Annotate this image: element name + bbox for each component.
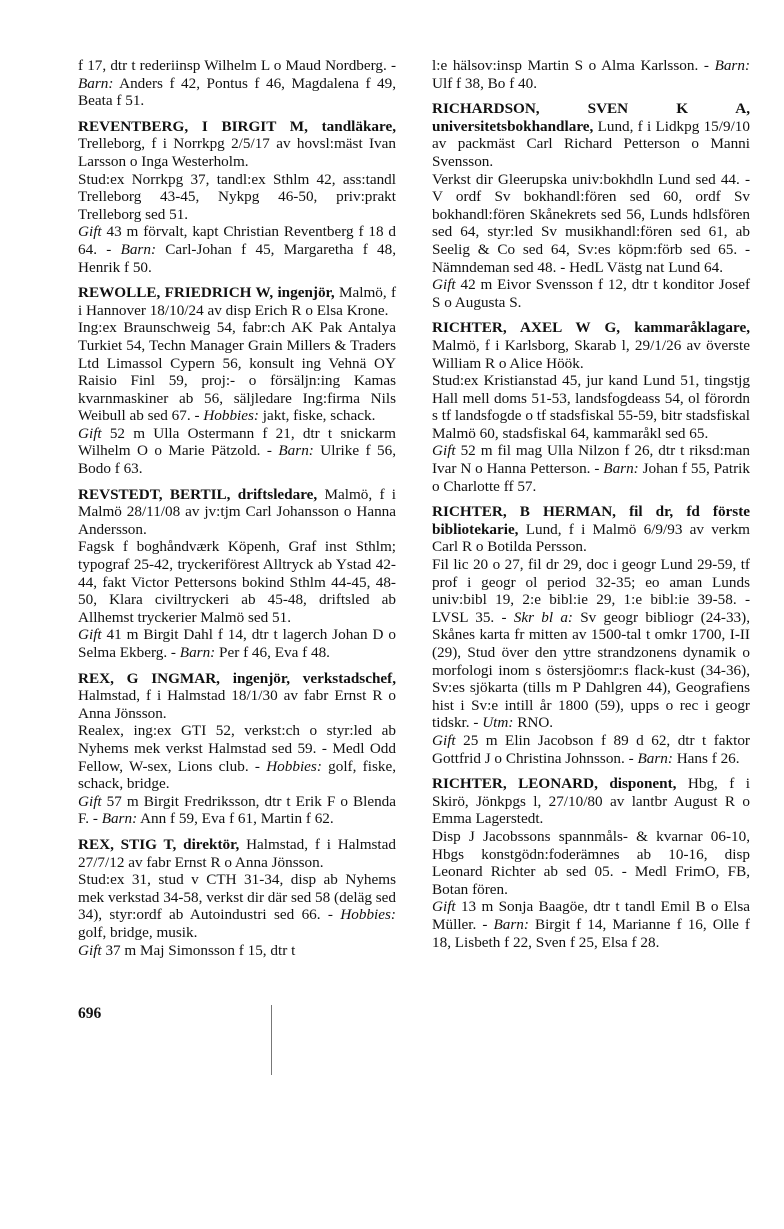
person-title: disponent, [609, 775, 677, 793]
italic-label: Gift [432, 731, 456, 749]
entry-paragraph: RICHARDSON, SVEN K A, universitetsbokhandlare, Lund, f i Lidkpg 15/9/10 av packmäst Carl Richard Petterson o Manni Svensson. [432, 100, 750, 170]
person-name: RICHARDSON, SVEN K A, [432, 100, 750, 118]
italic-label: Gift [432, 276, 456, 294]
entry-paragraph: RICHTER, B HERMAN, fil dr, fd förste bibliotekarie, Lund, f i Malmö 6/9/93 av verkm Carl R o Botilda Persson. [432, 503, 751, 556]
page-number: 696 [78, 1005, 102, 1022]
entry-paragraph: Fil lic 20 o 27, fil dr 29, doc i geogr Lund 29-59, tf prof i geogr ol period 32-35; eo aman Lunds univ:bibl 19, 2:e bibl:ie 29, 1:e bibl:ie 39-58. - LVSL 35. - Skr bl a: Sv geogr bibliogr (24-33), Skånes karta fr mitten av 1500-tal t omkr 1700, I-II (29), Stud över den yttre strandzonens dynamik o morfologi inom s östersjöomr:s flack-kust (34-36), Sv:es sjökarta (tills m P Dahlgren 44), Geografiens hist i Sv:e intill år 1800 (59), upps o rec i geogr tidskr. - Utm: RNO. [432, 556, 750, 732]
biography-entry [78, 118, 396, 276]
divider [271, 1005, 272, 1075]
person-title: ingenjör, verkstadschef, [232, 669, 397, 687]
italic-label: Barn: [637, 749, 673, 767]
person-title: universitetsbokhandlare, [432, 117, 594, 135]
person-title: direktör, [183, 835, 240, 853]
italic-label: Barn: [120, 240, 156, 258]
entry-paragraph: Gift 43 m förvalt, kapt Christian Reventberg f 18 d 64. - Barn: Carl-Johan f 45, Margaretha f 48, Henrik f 50. [78, 223, 396, 276]
biography-entry [432, 503, 750, 767]
entry-paragraph: l:e hälsov:insp Martin S o Alma Karlsson. - Barn: Ulf f 38, Bo f 40. [432, 57, 750, 92]
person-name: REWOLLE, FRIEDRICH W, [78, 284, 274, 302]
person-title: driftsledare, [237, 485, 318, 503]
entry-paragraph: Fagsk f boghåndværk Köpenh, Graf inst Sthlm; typograf 25-42, tryckeriförest Alltryck ab Ystad 42-44, fakt Victor Pettersons bokind Sthlm 44-45, 48-50, Klara civiltryckeri ab 45-48, driftsled ab Allhemst tryckerier Malmö sed 51. [78, 538, 396, 626]
biography-entry [78, 486, 396, 662]
entry-paragraph: f 17, dtr t rederiinsp Wilhelm L o Maud Nordberg. - Barn: Anders f 42, Pontus f 46, Magdalena f 49, Beata f 51. [78, 57, 396, 110]
italic-label: Hobbies: [203, 407, 259, 425]
entry-paragraph: RICHTER, LEONARD, disponent, Hbg, f i Skirö, Jönkpgs l, 27/10/80 av lantbr August R o Emma Lagerstedt. [432, 775, 750, 828]
italic-label: Gift [78, 223, 102, 241]
entry-paragraph: Stud:ex 31, stud v CTH 31-34, disp ab Nyhems mek verkstad 34-58, verkst dir där sed 58 (deläg sed 34), styr:ordf ab Autoindustri sed 66. - Hobbies: golf, bridge, musik. [78, 871, 397, 941]
left-column [78, 57, 396, 967]
biography-entry [432, 319, 750, 495]
person-title: kammaråklagare, [634, 319, 750, 337]
entry-paragraph: Stud:ex Kristianstad 45, jur kand Lund 51, tingstjg Hall mell doms 51-53, landsfogdeass 54, ol förordn s tf landsfogde o tf stadsfiskal 55-59, bitr stadsfiskal Malmö 60, stadsfiskal 64, kammaråkl sed 65. [432, 372, 750, 442]
entry-paragraph: Gift 52 m fil mag Ulla Nilzon f 26, dtr t riksd:man Ivar N o Hanna Petterson. - Barn: Johan f 55, Patrik o Charlotte ff 57. [432, 442, 750, 495]
biography-entry [78, 836, 396, 959]
person-title: ingenjör, [277, 284, 335, 302]
italic-label: Gift [432, 898, 456, 916]
person-title: tandläkare, [321, 117, 397, 135]
italic-label: Hobbies: [266, 757, 322, 775]
entry-paragraph: Gift 41 m Birgit Dahl f 14, dtr t lagerch Johan D o Selma Ekberg. - Barn: Per f 46, Eva f 48. [78, 626, 396, 661]
italic-label: Gift [78, 424, 102, 442]
person-name: REX, STIG T, [78, 835, 177, 853]
entry-paragraph: Verkst dir Gleerupska univ:bokhdln Lund sed 44. - V ordf Sv bokhandl:fören sed 60, ordf Sv bokhandl:fören Skånekrets sed 56, Lunds hdlsfören sed 64, styr:led Sv musikhandl:fören sed 61, ab Seelig & Co sed 64, Sv:es köpm:förb sed 65. - Nämndeman sed 48. - HedL Västg nat Lund 64. [432, 170, 750, 276]
italic-label: Barn: [603, 460, 639, 478]
entry-paragraph: REX, G INGMAR, ingenjör, verkstadschef, Halmstad, f i Halmstad 18/1/30 av fabr Ernst R o Anna Jönsson. [78, 669, 397, 722]
right-column [432, 57, 750, 959]
entry-paragraph: RICHTER, AXEL W G, kammaråklagare, Malmö, f i Karlsborg, Skarab l, 29/1/26 av överste William R o Alice Höök. [432, 319, 750, 372]
entry-paragraph: REWOLLE, FRIEDRICH W, ingenjör, Malmö, f i Hannover 18/10/24 av disp Erich R o Elsa Krone. [78, 284, 397, 319]
biography-entry [78, 284, 396, 478]
italic-label: Gift [78, 626, 102, 644]
italic-label: Barn: [78, 74, 114, 92]
person-name: REVSTEDT, BERTIL, [78, 485, 231, 503]
italic-label: Barn: [101, 810, 138, 828]
person-name: REX, G INGMAR, [78, 669, 220, 687]
biography-entry [432, 57, 750, 92]
entry-paragraph: Gift 25 m Elin Jacobson f 89 d 62, dtr t faktor Gottfrid J o Christina Johnsson. - Barn: Hans f 26. [432, 731, 750, 767]
italic-label: Skr bl a: [513, 608, 573, 626]
biography-entry [78, 57, 396, 110]
italic-label: Barn: [714, 57, 750, 74]
person-name: RICHTER, B HERMAN, [432, 503, 616, 521]
entry-paragraph: Disp J Jacobssons spannmåls- & kvarnar 06-10, Hbgs konstgödn:foderämnes ab 10-16, disp Leonard Richter ab sed 05. - Medl FrimO, FB, Botan fören. [432, 827, 750, 898]
biography-entry [78, 670, 396, 828]
entry-paragraph: Gift 52 m Ulla Ostermann f 21, dtr t snickarm Wilhelm O o Marie Pätzold. - Barn: Ulrike f 56, Bodo f 63. [78, 424, 396, 478]
person-name: RICHTER, AXEL W G, [432, 319, 621, 337]
entry-paragraph: Gift 37 m Maj Simonsson f 15, dtr t [78, 941, 296, 959]
person-title: fil dr, fd förste bibliotekarie, [432, 503, 751, 538]
entry-paragraph: Realex, ing:ex GTI 52, verkst:ch o styr:led ab Nyhems mek verkst Halmstad sed 59. - Medl Odd Fellow, W-sex, Lions club. - Hobbies: golf, fiske, schack, bridge. [78, 722, 396, 793]
entry-paragraph: REVSTEDT, BERTIL, driftsledare, Malmö, f i Malmö 28/11/08 av jv:tjm Carl Johansson o Hanna Andersson. [78, 485, 396, 538]
entry-paragraph: Gift 42 m Eivor Svensson f 12, dtr t konditor Josef S o Augusta S. [432, 276, 750, 311]
biography-entry [432, 775, 750, 951]
person-name: REVENTBERG, I BIRGIT M, [78, 117, 308, 135]
entry-paragraph: Gift 57 m Birgit Fredriksson, dtr t Erik F o Blenda F. - Barn: Ann f 59, Eva f 61, Martin f 62. [78, 792, 396, 828]
entry-paragraph: Stud:ex Norrkpg 37, tandl:ex Sthlm 42, ass:tandl Trelleborg 43-45, Nykpg 46-50, priv:prakt Trelleborg sed 51. [78, 170, 396, 223]
italic-label: Utm: [482, 714, 514, 732]
italic-label: Gift [78, 792, 102, 810]
italic-label: Barn: [278, 442, 314, 460]
entry-paragraph: REX, STIG T, direktör, Halmstad, f i Halmstad 27/7/12 av fabr Ernst R o Anna Jönsson. [78, 835, 396, 871]
italic-label: Barn: [179, 644, 216, 661]
entry-paragraph: REVENTBERG, I BIRGIT M, tandläkare, Trelleborg, f i Norrkpg 2/5/17 av hovsl:mäst Ivan Larsson o Inga Westerholm. [78, 117, 397, 170]
italic-label: Gift [78, 941, 102, 959]
entry-paragraph: Gift 13 m Sonja Baagöe, dtr t tandl Emil B o Elsa Müller. - Barn: Birgit f 14, Marianne f 16, Olle f 18, Lisbeth f 22, Sven f 25, Elsa f 28. [432, 898, 750, 951]
italic-label: Hobbies: [340, 906, 396, 924]
entry-paragraph: Ing:ex Braunschweig 54, fabr:ch AK Pak Antalya Turkiet 54, Techn Manager Grain Millers & Traders Ltd Limassol Cypern 56, konsult ing Vehnä OY Raisio Finl 59, proj:- o försäljn:ing Kamas kvarnmaskiner ab 56, säljledare Ing:firma Nils Weibull ab sed 67. - Hobbies: jakt, fiske, schack. [78, 319, 396, 425]
person-name: RICHTER, LEONARD, [432, 775, 598, 793]
italic-label: Barn: [493, 915, 529, 933]
biography-entry [432, 100, 750, 311]
italic-label: Gift [432, 442, 456, 460]
